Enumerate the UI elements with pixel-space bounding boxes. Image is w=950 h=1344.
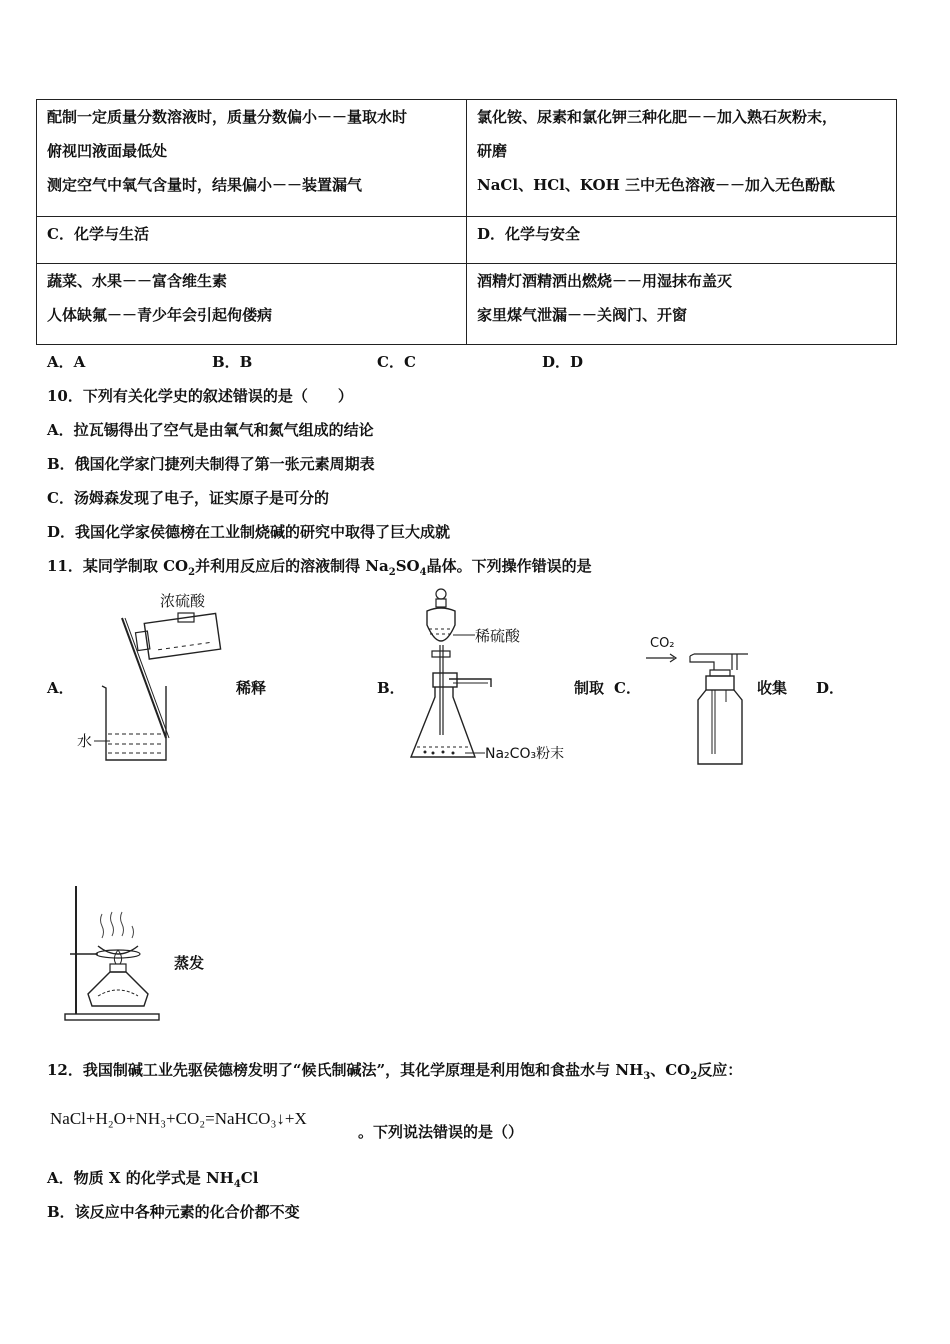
q12-stem-pre: 12．我国制碱工业先驱侯德榜发明了“候氏制碱法”，其化学原理是利用饱和食盐水与 NH xyxy=(47,1061,644,1079)
q9-table xyxy=(36,99,897,345)
subscript: 4 xyxy=(233,1179,241,1190)
q11-option-b-label[interactable]: B． xyxy=(377,679,405,697)
fig-water-label: 水 xyxy=(77,732,93,750)
stopcock xyxy=(432,651,450,657)
cell-line: 测定空气中氧气含量时，结果偏小－－装置漏气 xyxy=(47,176,363,194)
q11-option-d-label[interactable]: D． xyxy=(816,679,845,697)
cell-c-content xyxy=(37,264,467,345)
q12-option-a-post: Cl xyxy=(240,1169,259,1187)
q9-option-d[interactable]: D．D xyxy=(542,353,584,371)
cell-d-content xyxy=(467,264,897,345)
q11-option-b-caption: 制取 xyxy=(574,679,605,697)
flame-icon xyxy=(114,950,121,964)
cell-line: 蔬菜、水果－－富含维生素 xyxy=(47,272,228,290)
fig-powder-label: Na₂CO₃粉末 xyxy=(485,746,565,762)
q10-stem: 10．下列有关化学史的叙述错误的是（ ） xyxy=(47,387,353,405)
glass-rod-edge xyxy=(125,618,169,738)
q10-option-b[interactable]: B．俄国化学家门捷列夫制得了第一张元素周期表 xyxy=(47,455,375,473)
q12-after-equation: 。下列说法错误的是（） xyxy=(358,1123,524,1141)
q12-option-a[interactable] xyxy=(47,1167,258,1190)
gas-generation-figure xyxy=(405,585,585,767)
q11-stem-so: SO xyxy=(395,557,420,575)
d-title: D．化学与安全 xyxy=(477,225,581,243)
q11-option-c-label[interactable]: C． xyxy=(614,679,641,697)
q9-option-b[interactable]: B．B xyxy=(212,353,253,371)
q10-option-a[interactable]: A．拉瓦锡得出了空气是由氧气和氮气组成的结论 xyxy=(47,421,374,439)
subscript: 2 xyxy=(690,1071,698,1082)
q11-stem-pre: 11．某同学制取 CO xyxy=(47,557,189,575)
q11-stem xyxy=(47,555,592,578)
q12-stem xyxy=(47,1059,742,1082)
separatory-funnel xyxy=(427,608,455,641)
subscript: 3 xyxy=(643,1071,651,1082)
fig-dilute-acid-label: 稀硫酸 xyxy=(475,627,521,645)
evaporation-figure xyxy=(62,880,162,1022)
subscript: 4 xyxy=(419,567,427,578)
cell-c-title xyxy=(37,217,467,264)
q11-stem-post: 晶体。下列操作错误的是 xyxy=(426,557,592,575)
q11-option-d-caption: 蒸发 xyxy=(174,954,205,972)
fig-concentrated-acid-label: 浓硫酸 xyxy=(160,592,206,610)
cell-a-content xyxy=(37,100,467,217)
q9-option-c[interactable]: C．C xyxy=(377,353,416,371)
stopper xyxy=(706,676,734,690)
dilution-figure xyxy=(74,588,224,770)
q12-equation: NaCl+H₂O+NH₃+CO₂=NaHCO₃↓+X xyxy=(50,1109,307,1128)
cell-line: 研磨 xyxy=(477,142,508,160)
cell-d-title xyxy=(467,217,897,264)
cell-line: 人体缺氟－－青少年会引起佝偻病 xyxy=(47,306,273,324)
q12-option-b[interactable]: B．该反应中各种元素的化合价都不变 xyxy=(47,1203,300,1221)
steam-icon xyxy=(101,912,134,938)
cell-line: NaCl、HCl、KOH 三中无色溶液－－加入无色酚酞 xyxy=(477,176,835,194)
alcohol-lamp xyxy=(88,972,148,1006)
inlet-tube xyxy=(690,656,714,670)
q11-option-c-caption: 收集 xyxy=(757,679,788,697)
beaker xyxy=(102,686,166,760)
q11-stem-mid: 并利用反应后的溶液制得 Na xyxy=(195,557,389,575)
cell-line: 配制一定质量分数溶液时，质量分数偏小－－量取水时 xyxy=(47,108,408,126)
q12-stem-post: 反应： xyxy=(697,1061,743,1079)
q12-option-a-pre: A．物质 X 的化学式是 NH xyxy=(47,1169,234,1187)
stopper xyxy=(433,673,457,687)
glass-rod xyxy=(122,618,166,738)
stand-base xyxy=(65,1014,159,1020)
cell-b-content xyxy=(467,100,897,217)
gas-collection-figure xyxy=(644,630,754,768)
q10-option-d[interactable]: D．我国化学家侯德榜在工业制烧碱的研究中取得了巨大成就 xyxy=(47,523,451,541)
subscript: 2 xyxy=(188,567,196,578)
c-title: C．化学与生活 xyxy=(47,225,149,243)
cell-line: 酒精灯酒精洒出燃烧－－用湿抹布盖灭 xyxy=(477,272,733,290)
q11-option-a-label[interactable]: A． xyxy=(47,679,74,697)
q11-option-a-caption: 稀释 xyxy=(236,679,267,697)
q12-stem-mid: 、CO xyxy=(650,1061,691,1079)
q10-option-c[interactable]: C．汤姆森发现了电子，证实原子是可分的 xyxy=(47,489,329,507)
cell-line: 家里煤气泄漏－－关阀门、开窗 xyxy=(477,306,688,324)
cell-line: 俯视凹液面最低处 xyxy=(47,142,168,160)
fig-co2-label: CO₂ xyxy=(650,636,675,651)
q9-option-a[interactable]: A．A xyxy=(47,353,86,371)
subscript: 2 xyxy=(388,567,396,578)
cell-line: 氯化铵、尿素和氯化钾三种化肥－－加入熟石灰粉末， xyxy=(477,108,838,126)
gas-bottle xyxy=(698,690,742,764)
wick-holder xyxy=(110,964,126,972)
